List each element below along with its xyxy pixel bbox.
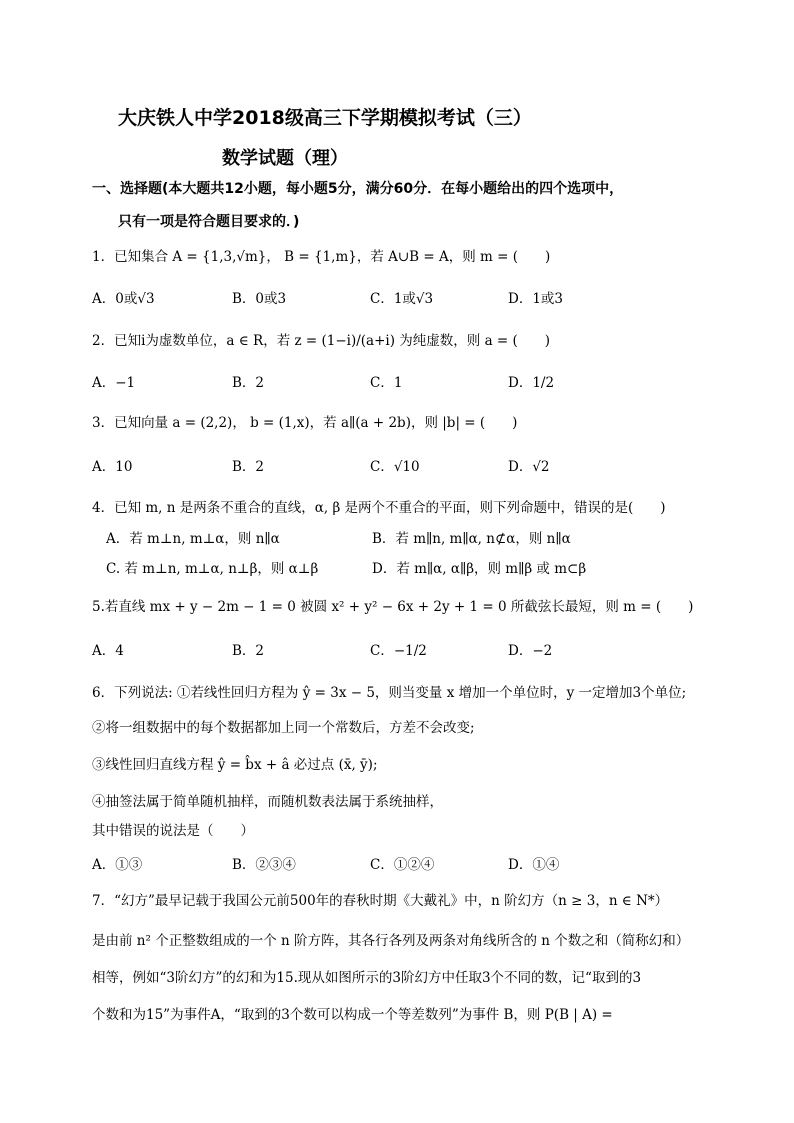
question-2-stem: 2．已知i为虚数单位，a ∈ R，若 z = (1−i)/(a+i) 为纯虚数，则 a = ( ) bbox=[92, 333, 551, 349]
question-1-option-c: C．1或√3 bbox=[370, 291, 434, 307]
question-6-stem-line4: ④抽签法属于简单随机抽样，而随机数表法属于系统抽样， bbox=[92, 794, 443, 810]
question-7-stem-line1: 7．“幻方”最早记载于我国公元前500年的春秋时期《大戴礼》中，n 阶幻方（n ≥ 3，n ∈ N*） bbox=[92, 893, 669, 909]
question-4-option-b: B．若 m∥n, m∥α, n⊄α，则 n∥α bbox=[372, 531, 571, 547]
question-7-stem-line2: 是由前 n² 个正整数组成的一个 n 阶方阵，其各行各列及两条对角线所含的 n 个数之和（简称幻和） bbox=[92, 933, 690, 949]
question-3-option-b: B．2 bbox=[232, 459, 265, 475]
question-5-option-b: B．2 bbox=[232, 643, 265, 659]
question-4-option-c: C. 若 m⊥n, m⊥α, n⊥β，则 α⊥β bbox=[106, 561, 319, 577]
question-5-option-c: C．−1/2 bbox=[370, 643, 427, 659]
question-7-stem-line3: 相等，例如“3阶幻方”的幻和为15.现从如图所示的3阶幻方中任取3个不同的数，记“取到的3 bbox=[92, 970, 642, 986]
question-2-option-c: C．1 bbox=[370, 375, 403, 391]
question-1-option-d: D．1或3 bbox=[508, 291, 564, 307]
question-5-option-a: A．4 bbox=[92, 643, 124, 659]
page-title: 大庆铁人中学2018级高三下学期模拟考试（三） bbox=[118, 107, 532, 129]
question-6-option-b: B．②③④ bbox=[232, 857, 296, 873]
question-1-stem: 1．已知集合 A = {1,3,√m}， B = {1,m}，若 A∪B = A，则 m = ( ) bbox=[92, 249, 551, 265]
question-4-stem: 4．已知 m, n 是两条不重合的直线，α, β 是两个不重合的平面，则下列命题中，错误的是( ) bbox=[92, 500, 666, 516]
question-2-option-a: A．−1 bbox=[92, 375, 136, 391]
question-1-option-b: B．0或3 bbox=[232, 291, 287, 307]
question-3-option-d: D．√2 bbox=[508, 459, 550, 475]
question-5-stem: 5.若直线 mx + y − 2m − 1 = 0 被圆 x² + y² − 6x + 2y + 1 = 0 所截弦长最短，则 m = ( ) bbox=[92, 599, 694, 615]
question-3-option-a: A．10 bbox=[92, 459, 133, 475]
question-2-option-b: B．2 bbox=[232, 375, 265, 391]
question-6-stem-line2: ②将一组数据中的每个数据都加上同一个常数后，方差不会改变; bbox=[92, 720, 475, 736]
question-5-option-d: D．−2 bbox=[508, 643, 553, 659]
question-6-option-a: A．①③ bbox=[92, 857, 143, 873]
question-6-stem-line1: 6．下列说法: ①若线性回归方程为 ŷ = 3x − 5，则当变量 x 增加一个单位时，y 一定增加3个单位; bbox=[92, 685, 687, 701]
question-4-option-d: D．若 m∥α, α∥β，则 m∥β 或 m⊂β bbox=[372, 561, 587, 577]
question-6-option-c: C．①②④ bbox=[370, 857, 435, 873]
question-6-option-d: D．①④ bbox=[508, 857, 560, 873]
question-6-stem-line5: 其中错误的说法是（ ） bbox=[92, 823, 254, 839]
question-3-stem: 3．已知向量 a = (2,2)， b = (1,x)，若 a∥(a + 2b)，则 |b| = ( ) bbox=[92, 415, 518, 431]
question-1-option-a: A．0或√3 bbox=[92, 291, 155, 307]
question-4-option-a: A．若 m⊥n, m⊥α，则 n∥α bbox=[106, 531, 280, 547]
section-heading-line1: 一、选择题(本大题共12小题，每小题5分，满分60分．在每小题给出的四个选项中， bbox=[92, 181, 624, 197]
question-7-stem-line4: 个数和为15”为事件A，“取到的3个数可以构成一个等差数列”为事件 B，则 P(B | A) = bbox=[92, 1007, 613, 1023]
question-2-option-d: D．1/2 bbox=[508, 375, 555, 391]
section-heading-line2: 只有一项是符合题目要求的．) bbox=[118, 214, 300, 230]
question-6-stem-line3: ③线性回归直线方程 ŷ = b̂x + â 必过点 (x̄, ȳ); bbox=[92, 757, 378, 773]
page-subtitle: 数学试题（理） bbox=[222, 148, 348, 169]
question-3-option-c: C．√10 bbox=[370, 459, 420, 475]
